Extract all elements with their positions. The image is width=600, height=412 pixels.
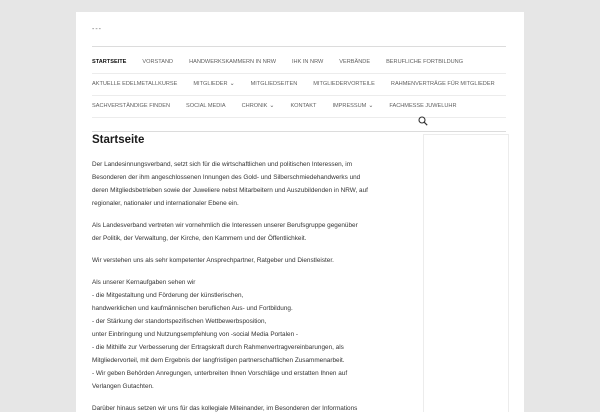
nav-item-social-media[interactable]: [186, 96, 234, 117]
text-line: der Politik, der Verwaltung, der Kirche, den Kammern und der Öffentlichkeit.: [92, 235, 307, 242]
nav-row-2: [92, 74, 506, 96]
chevron-down-icon: ⌄: [368, 103, 374, 109]
nav-item-impressum[interactable]: [332, 96, 381, 117]
nav-item-label: MITGLIEDSEITEN: [250, 81, 298, 87]
nav-item-label: SACHVERSTÄNDIGE FINDEN: [92, 103, 171, 109]
nav-item-label: IMPRESSUM: [332, 103, 367, 109]
nav-item-label: FACHMESSE JUWELUHR: [389, 103, 457, 109]
nav-item-startseite[interactable]: [92, 52, 134, 73]
text-line: Wir verstehen uns als sehr kompetenter Ansprechpartner, Ratgeber und Dienstleister.: [92, 257, 334, 264]
text-line: Mitgliedervorteil, mit dem Ergebnis der langfristigen partnerschaftlichen Zusammenarbeit.: [92, 357, 345, 364]
nav-item-label: MITGLIEDER: [193, 81, 228, 87]
paragraph: [92, 158, 422, 210]
sidebar: [423, 134, 509, 412]
nav-item-aktuelle-edelmetallkurse[interactable]: [92, 74, 185, 95]
text-line: Darüber hinaus setzen wir uns für das kollegiale Miteinander, im Besonderen der Informations: [92, 405, 358, 412]
text-line: Als unserer Kernaufgaben sehen wir: [92, 279, 196, 286]
nav-item-vorstand[interactable]: [142, 52, 181, 73]
text-line: - die Mithilfe zur Verbesserung der Ertragskraft durch Rahmenvertragvereinbarungen, als: [92, 344, 344, 351]
text-line: - Wir geben Behörden Anregungen, unterbreiten Ihnen Vorschläge und erstatten Ihnen auf: [92, 370, 348, 377]
text-line: Verlangen Gutachten.: [92, 383, 154, 390]
nav-item-label: RAHMENVERTRÄGE FÜR MITGLIEDER: [390, 81, 495, 87]
nav-item-fachmesse-juweluhr[interactable]: [389, 96, 464, 117]
nav-item-label: MITGLIEDERVORTEILE: [313, 81, 375, 87]
page-title: Startseite: [92, 134, 145, 146]
paragraph: [92, 219, 422, 245]
page-container: [76, 12, 524, 412]
site-title[interactable]: ---: [92, 26, 102, 33]
nav-item-label: VERBÄNDE: [339, 59, 371, 65]
nav-item-rahmenverträge-für-mitglieder[interactable]: [391, 74, 503, 95]
nav-item-label: CHRONIK: [241, 103, 268, 109]
text-line: - der Stärkung der standortspezifischen Wettbewerbsposition,: [92, 318, 267, 325]
header-divider: [92, 46, 506, 47]
text-line: Besonderen der ihm angeschlossenen Innungen des Gold- und Silberschmiedehandwerks und: [92, 174, 361, 181]
text-line: handwerklichen und kaufmännischen beruflichen Aus- und Fortbildung.: [92, 305, 293, 312]
nav-item-kontakt[interactable]: [290, 96, 324, 117]
text-line: Der Landesinnungsverband, setzt sich für die wirtschaftlichen und politischen Interessen, im: [92, 161, 353, 168]
search-bar: [92, 115, 506, 132]
article-body: [92, 158, 422, 412]
search-icon[interactable]: [418, 116, 428, 126]
chevron-down-icon: ⌄: [269, 103, 275, 109]
nav-item-label: HANDWERKSKAMMERN IN NRW: [189, 59, 276, 65]
paragraph: [92, 276, 422, 393]
paragraph: [92, 402, 422, 412]
paragraph: [92, 254, 422, 267]
nav-item-ihk-in-nrw[interactable]: [292, 52, 331, 73]
nav-item-chronik[interactable]: [242, 96, 283, 117]
nav-item-label: AKTUELLE EDELMETALLKURSE: [92, 81, 178, 87]
nav-item-label: IHK IN NRW: [292, 59, 324, 65]
text-line: unter Einbringung und Nutzungsempfehlung von -social Media Portalen -: [92, 331, 299, 338]
nav-item-berufliche-fortbildung[interactable]: [386, 52, 471, 73]
nav-item-mitglieder[interactable]: [193, 74, 242, 95]
nav-item-mitgliedseiten[interactable]: [251, 74, 306, 95]
nav-item-handwerkskammern-in-nrw[interactable]: [189, 52, 284, 73]
nav-item-mitgliedervorteile[interactable]: [313, 74, 383, 95]
main-navigation: [92, 52, 506, 118]
nav-item-verbände[interactable]: [339, 52, 378, 73]
text-line: - die Mitgestaltung und Förderung der künstlerischen,: [92, 292, 244, 299]
nav-item-label: SOCIAL MEDIA: [186, 103, 226, 109]
nav-item-label: VORSTAND: [142, 59, 174, 65]
nav-item-label: STARTSEITE: [92, 59, 127, 65]
nav-row-1: [92, 52, 506, 74]
main-content: [92, 134, 422, 412]
text-line: deren Mitgliedsbetrieben sowie der Juweliere nebst Mitarbeitern und Auszubildenden in NRW, auf: [92, 187, 368, 194]
nav-item-label: BERUFLICHE FORTBILDUNG: [386, 59, 464, 65]
chevron-down-icon: ⌄: [229, 81, 235, 87]
text-line: regionaler, nationaler und internationaler Ebene ein.: [92, 200, 239, 207]
nav-item-label: KONTAKT: [290, 103, 317, 109]
nav-item-sachverständige-finden[interactable]: [92, 96, 178, 117]
text-line: Als Landesverband vertreten wir vornehmlich die Interessen unserer Berufsgruppe gegenüber: [92, 222, 358, 229]
